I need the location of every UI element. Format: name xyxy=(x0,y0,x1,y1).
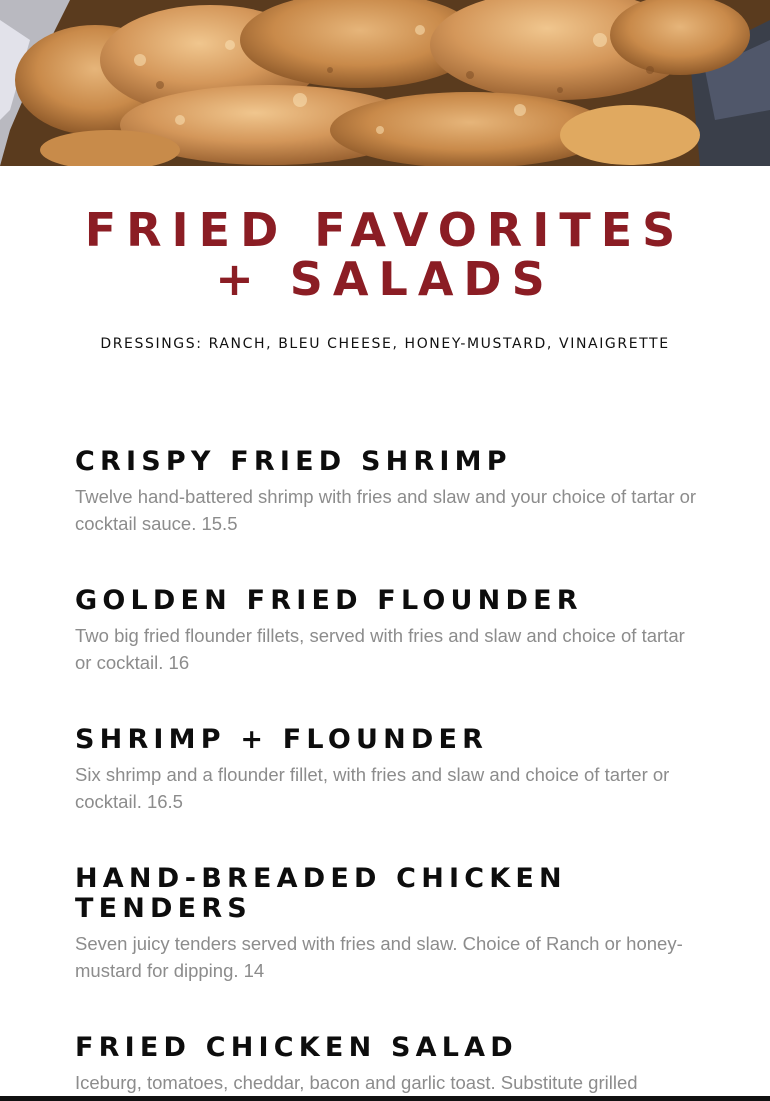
menu-item-golden-fried-flounder xyxy=(75,586,705,676)
page-title-line-1: FRIED FAVORITES xyxy=(84,203,686,257)
menu-item-name: GOLDEN FRIED FLOUNDER xyxy=(75,585,583,616)
menu-item-description: Two big fried flounder fillets, served with fries and slaw and choice of tartar or cocktail. 16 xyxy=(75,625,685,673)
menu-item-name: SHRIMP + FLOUNDER xyxy=(75,724,489,755)
menu-item-crispy-fried-shrimp xyxy=(75,447,705,537)
menu-item-description: Six shrimp and a flounder fillet, with fries and slaw and choice of tarter or cocktail. 16.5 xyxy=(75,764,670,812)
menu-item-fried-chicken-salad xyxy=(75,1033,705,1096)
page-title-line-2: + SALADS xyxy=(215,252,555,306)
dressings-note: DRESSINGS: RANCH, BLEU CHEESE, HONEY-MUSTARD, VINAIGRETTE xyxy=(100,336,670,352)
menu-item-description: Iceburg, tomatoes, cheddar, bacon and garlic toast. Substitute grilled xyxy=(75,1072,638,1093)
menu-item-description: Seven juicy tenders served with fries and slaw. Choice of Ranch or honey-mustard for dipping. 14 xyxy=(75,933,683,981)
menu-item-chicken-tenders xyxy=(75,864,705,984)
menu-item-description: Twelve hand-battered shrimp with fries and slaw and your choice of tartar or cocktail sauce. 15.5 xyxy=(75,486,697,534)
menu-item-shrimp-flounder xyxy=(75,725,705,815)
page-bottom-border xyxy=(0,1096,770,1101)
hero-food-photo xyxy=(0,0,770,166)
menu-item-name: HAND-BREADED CHICKEN TENDERS xyxy=(75,863,567,924)
menu-item-name: FRIED CHICKEN SALAD xyxy=(75,1032,518,1063)
menu-item-name: CRISPY FRIED SHRIMP xyxy=(75,446,512,477)
page-title xyxy=(0,203,770,306)
